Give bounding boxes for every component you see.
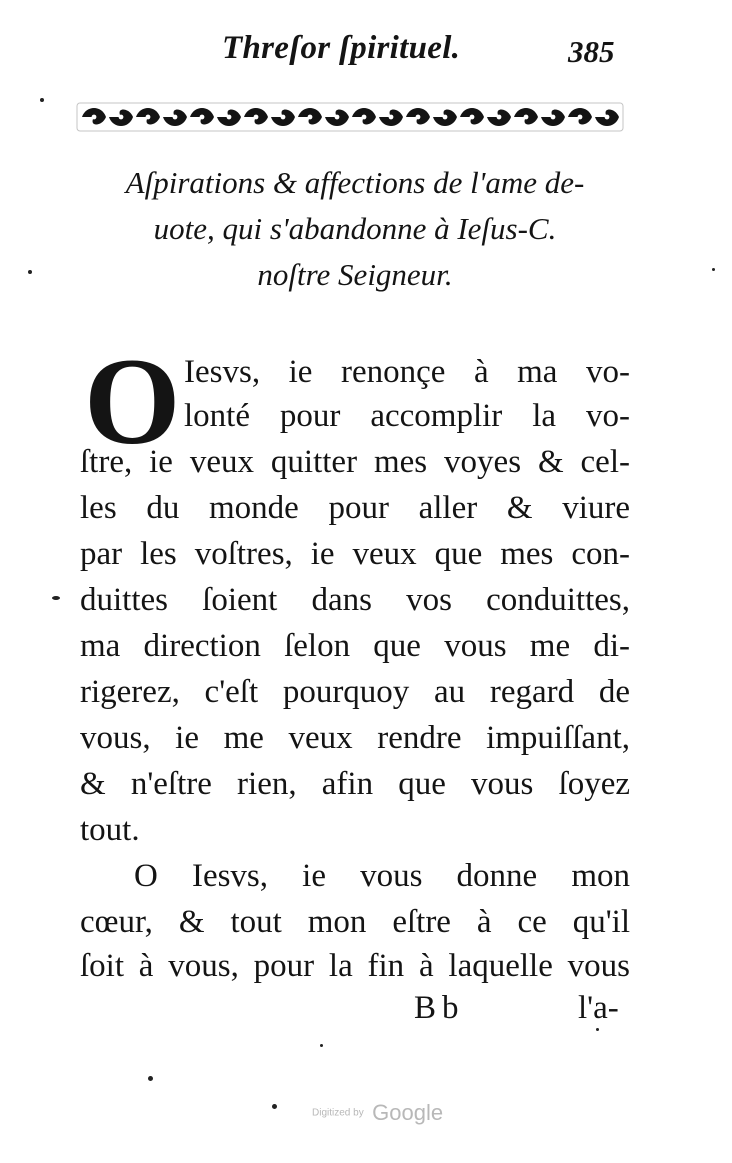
text-line: vous, ie me veux rendre impuiſſant, [80,720,630,756]
fleuron-eye [389,115,394,120]
fleuron-eye [227,115,232,120]
ink-speck [272,1104,277,1109]
fleuron-eye [254,115,259,120]
text-line: cœur, & tout mon eſtre à ce qu'il [80,904,630,940]
text-line: Iesvs, ie renonçe à ma vo- [184,354,630,390]
fleuron-eye [497,115,502,120]
fleuron-eye [362,115,367,120]
fleuron-eye [200,115,205,120]
fleuron-eye [470,115,475,120]
fleuron-eye [119,115,124,120]
ink-speck [596,1028,599,1031]
heading-line-1: Aſpirations & affections de l'ame de- [125,165,585,200]
page-number: 385 [568,34,615,69]
section-heading [60,160,650,298]
fleuron-eye [578,115,583,120]
text-line: par les voſtres, ie veux que mes con- [80,536,630,572]
fleuron-eye [551,115,556,120]
fleuron-eye [443,115,448,120]
text-line: ſtre, ie veux quitter mes voyes & cel- [80,444,630,480]
ink-speck [40,98,44,102]
text-line: ma direction ſelon que vous me di- [80,628,630,664]
fleuron-eye [173,115,178,120]
text-line: rigerez, c'eſt pourquoy au regard de [80,674,630,710]
text-line: ſoit à vous, pour la fin à laquelle vous [80,948,630,984]
ink-speck [320,1044,323,1047]
google-logo: Google [372,1100,444,1125]
ink-speck [28,270,32,274]
text-line: tout. [80,812,140,848]
digitized-watermark [312,1100,443,1126]
fleuron-eye [308,115,313,120]
fleuron-eye [605,115,610,120]
fleuron-eye [281,115,286,120]
running-title: Threſor ſpirituel. [222,30,461,66]
heading-line-3: noſtre Seigneur. [257,257,453,292]
fleuron-eye [146,115,151,120]
text-line: les du monde pour aller & viure [80,490,630,526]
text-line: & n'eſtre rien, afin que vous ſoyez [80,766,630,802]
ornament-band [76,100,624,134]
text-line: duittes ſoient dans vos conduittes, [80,582,630,618]
heading-line-2: uote, qui s'abandonne à Ieſus-C. [153,211,557,246]
signature-mark: Bb [414,990,465,1026]
fleuron-eye [416,115,421,120]
fleuron-eye [524,115,529,120]
ink-speck [148,1076,153,1081]
drop-cap: O [84,333,181,470]
fleuron-eye [335,115,340,120]
text-line: O Iesvs, ie vous donne mon [134,858,630,894]
watermark-prefix: Digitized by [312,1107,364,1119]
catchword: l'a- [578,990,619,1026]
text-line: lonté pour accomplir la vo- [184,398,630,434]
ink-speck [712,268,715,271]
fleuron-eye [92,115,97,120]
ink-speck [52,596,60,600]
